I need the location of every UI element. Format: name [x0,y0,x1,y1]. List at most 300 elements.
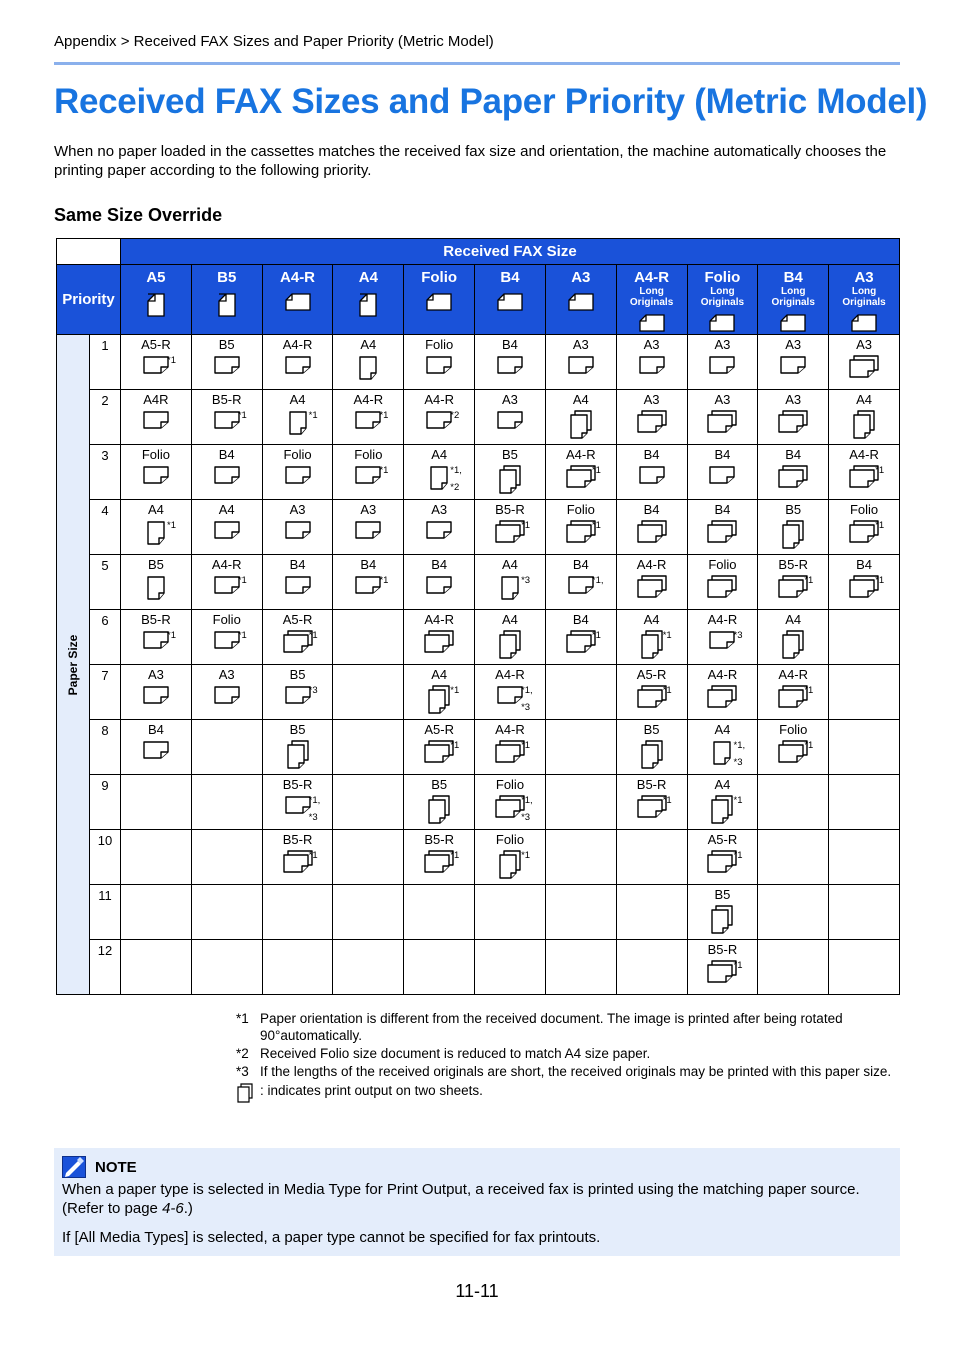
table-cell [121,885,192,940]
paper-size-value: A4-R [565,447,596,462]
footnote-item [236,1063,900,1080]
table-cell [191,445,262,500]
table-cell [333,555,404,610]
table-cell [333,720,404,775]
table-row [57,500,900,555]
paper-size-value: A4-R [424,612,454,627]
table-row [57,445,900,500]
paper-orientation-icon [706,575,738,604]
column-header-5 [404,265,475,335]
fax-orientation-icon [192,292,262,318]
table-cell [121,445,192,500]
table-cell [191,335,262,390]
footnote-ref: *1 [733,960,743,971]
footnote-ref: *1 [237,575,247,586]
paper-orientation-icon [284,520,312,545]
table-cell [616,885,687,940]
paper-size-value: B5 [289,667,306,682]
table-cell [616,775,687,830]
paper-orientation-icon [425,410,453,435]
paper-size-value: B5-R [636,777,667,792]
paper-size-value: Folio [141,447,170,462]
paper-size-value: B4 [785,447,802,462]
paper-size-value: Folio [354,447,383,462]
paper-orientation-icon [567,575,595,600]
footnote-ref: *1 [379,465,389,476]
footnote-item [236,1045,900,1062]
table-cell [475,555,546,610]
paper-orientation-icon [288,410,308,441]
table-cell [545,500,616,555]
table-cell [404,500,475,555]
paper-size-value: A4-R [778,667,809,682]
paper-size-value: B4 [147,722,164,737]
table-cell [404,720,475,775]
column-size: A3 [571,269,591,286]
table-cell [687,500,758,555]
long-originals-word: Originals [771,297,815,308]
paper-size-value: Folio [212,612,241,627]
footnote-item [236,1010,900,1044]
table-cell [545,940,616,995]
table-cell [829,775,900,830]
paper-size-value: Folio [495,832,525,847]
paper-orientation-icon [146,520,166,551]
table-cell [475,885,546,940]
long-originals-label [617,286,687,308]
footnote-ref: *1, *3 [521,685,533,713]
table-cell [616,665,687,720]
table-cell [262,775,333,830]
paper-orientation-icon [425,575,453,600]
paper-orientation-icon [284,465,312,490]
footnote-list [236,1010,900,1080]
footnote-ref: *1 [167,520,176,531]
footnotes [236,1010,900,1108]
footnote-ref: *1 [875,465,885,476]
footnote-ref: *1 [591,465,601,476]
long-originals-word: Originals [842,297,886,308]
table-cell [333,445,404,500]
two-sheet-icon [236,1082,260,1107]
paper-size-value: A4-R [211,557,242,572]
table-cell [616,610,687,665]
paper-size-value: B5 [289,722,306,737]
footnote-text: Received Folio size document is reduced to match A4 size paper. [260,1046,651,1061]
paper-orientation-icon [848,355,880,384]
fax-orientation-icon [688,313,758,333]
paper-size-value: A5-R [424,722,454,737]
column-size: A4 [358,269,378,286]
table-cell [333,610,404,665]
paper-orientation-icon [636,410,668,439]
long-originals-word: Long [639,286,664,297]
table-cell [687,555,758,610]
paper-size-value: B4 [643,447,660,462]
footnote-ref: *1 [167,630,176,641]
table-cell [475,940,546,995]
footnote-ref: *1 [379,575,389,586]
table-cell [191,940,262,995]
note-page-ref[interactable]: 4-6 [162,1200,184,1217]
table-cell [687,445,758,500]
paper-orientation-icon [781,520,805,555]
footnote-mark: *3 [236,1064,249,1079]
table-cell [121,555,192,610]
paper-orientation-icon [213,685,241,710]
paper-size-value: B4 [360,557,377,572]
paper-size-value: B4 [714,447,731,462]
table-cell [475,390,546,445]
paper-size-value: A4-R [282,337,313,352]
priority-number: 8 [90,720,121,775]
long-originals-label [758,286,828,308]
paper-size-value: A4 [431,667,448,682]
paper-size-value: A3 [643,392,660,407]
table-cell [191,665,262,720]
note-paragraph-2: If [All Media Types] is selected, a paper type cannot be specified for fax printouts. [62,1229,601,1246]
footnote-ref: *1 [662,795,672,806]
paper-size-value: A3 [431,502,448,517]
footnote-ref: *1 [308,630,318,641]
table-cell [262,720,333,775]
priority-number: 9 [90,775,121,830]
priority-number: 7 [90,665,121,720]
footnote-ref: *3 [308,685,318,696]
table-cell [191,885,262,940]
long-originals-word: Long [710,286,735,297]
paper-orientation-icon [429,465,449,496]
table-cell [262,665,333,720]
paper-orientation-icon [636,575,668,604]
table-row [57,555,900,610]
table-cell [758,500,829,555]
footnote-ref: *1 [450,740,460,751]
table-cell [687,665,758,720]
paper-size-value: B4 [643,502,660,517]
fax-orientation-icon [475,292,545,312]
table-cell [616,555,687,610]
paper-orientation-icon [284,355,312,380]
table-cell [616,335,687,390]
paper-size-value: A4 [502,612,518,627]
footnote-ref: *1 [804,575,814,586]
paper-size-value: A5-R [282,612,313,627]
paper-orientation-icon [712,740,732,771]
paper-orientation-icon [567,355,595,380]
paper-orientation-icon [710,905,734,940]
table-cell [121,500,192,555]
paper-orientation-icon [498,850,522,885]
paper-orientation-icon [284,795,312,820]
table-cell [758,390,829,445]
table-cell [404,445,475,500]
long-originals-word: Originals [629,297,674,308]
paper-size-value: Folio [708,557,737,572]
table-cell [829,885,900,940]
column-header-8 [616,265,687,335]
paper-size-value: A4 [360,337,377,352]
table-cell [616,720,687,775]
footnote-ref: *3 [733,630,743,641]
paper-orientation-icon [142,410,170,435]
paper-size-value: B5 [785,502,802,517]
fax-orientation-icon [404,292,474,312]
paper-orientation-icon [708,465,736,490]
fax-orientation-icon [333,292,403,318]
paper-orientation-icon [142,465,170,490]
table-cell [333,390,404,445]
footnote-ref: *1, *3 [521,795,533,823]
table-cell [758,885,829,940]
table-cell [545,555,616,610]
paper-orientation-icon [706,520,738,549]
column-header-9 [687,265,758,335]
paper-orientation-icon [708,630,736,655]
footnote-ref: *1, *3 [308,795,321,823]
paper-orientation-icon [640,740,664,775]
footnote-ref: *1 [733,795,743,806]
footnote-ref: *1 [591,520,601,531]
paper-size-value: Folio [779,722,808,737]
table-cell [616,500,687,555]
table-cell [262,610,333,665]
table-cell [333,885,404,940]
table-cell [545,830,616,885]
paper-size-value: B5 [643,722,660,737]
table-corner [57,239,121,265]
table-column-header-row [57,265,900,335]
table-cell [121,720,192,775]
paper-size-value: A4 [502,557,518,572]
paper-size-value: B5-R [495,502,525,517]
table-cell [121,335,192,390]
paper-size-value: A4 [289,392,306,407]
footnote-text: Paper orientation is different from the received document. The image is printed after being rotated 90°automatically. [260,1011,843,1043]
footnote-mark: *2 [236,1046,249,1061]
paper-size-value: A4 [572,392,589,407]
table-row [57,775,900,830]
table-cell [333,940,404,995]
table-cell [121,775,192,830]
paper-orientation-icon [354,410,382,435]
paper-size-value: A4-R [707,667,738,682]
column-header-10 [758,265,829,335]
table-cell [475,610,546,665]
table-cell [404,665,475,720]
paper-size-value: A5-R [141,337,171,352]
paper-orientation-icon [427,795,451,830]
table-cell [545,445,616,500]
paper-size-value: A4 [785,612,802,627]
table-cell [616,830,687,885]
paper-orientation-icon [496,355,524,380]
table-cell [829,940,900,995]
paper-size-value: A5-R [636,667,667,682]
footnote-ref: *1, [591,575,604,586]
fax-orientation-icon [758,313,828,333]
paper-orientation-icon [777,410,809,439]
paper-size-value: A3 [785,337,802,352]
table-cell [333,335,404,390]
footnote-ref: *1 [875,520,885,531]
priority-number: 6 [90,610,121,665]
table-cell [333,830,404,885]
table-row [57,940,900,995]
paper-orientation-icon [213,355,241,380]
table-cell [262,830,333,885]
paper-size-value: A3 [289,502,306,517]
paper-size-value: A4 [643,612,660,627]
paper-orientation-icon [286,740,310,775]
table-cell [545,610,616,665]
paper-orientation-icon [498,465,522,500]
paper-size-value: A4 [714,777,731,792]
table-cell [829,390,900,445]
table-cell [262,445,333,500]
priority-number: 11 [90,885,121,940]
paper-orientation-icon [213,520,241,545]
footnote-ref: *1, *3 [733,740,746,768]
table-cell [829,720,900,775]
paper-orientation-icon [852,410,876,445]
paper-size-value: B5-R [424,832,454,847]
paper-size-value: B5 [431,777,448,792]
paper-size-value: Folio [566,502,595,517]
table-row [57,665,900,720]
paper-size-value: B5-R [778,557,809,572]
table-cell [262,335,333,390]
table-cell [333,775,404,830]
table-cell [475,445,546,500]
table-cell [829,610,900,665]
table-cell [475,665,546,720]
table-cell [687,610,758,665]
note-box [54,1148,900,1256]
table-cell [687,830,758,885]
intro-text: When no paper loaded in the cassettes matches the received fax size and orientation, the machine automatically chooses the printing paper according to the following priority. [54,143,887,179]
paper-orientation-icon [569,410,593,445]
column-header-1 [121,265,192,335]
paper-orientation-icon [142,685,170,710]
paper-size-value: A3 [502,392,518,407]
table-cell [121,610,192,665]
long-originals-label [829,286,899,308]
table-cell [829,555,900,610]
note-icon [62,1156,86,1178]
column-size: A4-R [634,269,670,286]
paper-orientation-icon [708,355,736,380]
two-sheet-text: : indicates print output on two sheets. [260,1083,483,1098]
table-cell [191,610,262,665]
paper-orientation-icon [500,575,520,606]
priority-number: 4 [90,500,121,555]
fax-orientation-icon [546,292,616,312]
paper-orientation-icon [779,355,807,380]
table-cell [758,555,829,610]
table-cell [616,390,687,445]
table-cell [758,720,829,775]
paper-size-value: A3 [714,337,731,352]
two-sheet-legend [236,1082,900,1107]
table-cell [404,775,475,830]
paper-size-value: B4 [289,557,306,572]
paper-size-value: B4 [572,612,589,627]
table-cell [758,830,829,885]
paper-size-value: A3 [643,337,660,352]
paper-size-value: B4 [856,557,873,572]
table-cell [829,500,900,555]
paper-orientation-icon [358,355,378,386]
footnote-ref: *1 [875,575,885,586]
fax-orientation-icon [829,313,899,333]
paper-orientation-icon [213,630,241,655]
paper-orientation-icon [498,630,522,665]
column-header-6 [475,265,546,335]
table-cell [475,500,546,555]
priority-header: Priority [57,265,121,335]
table-cell [404,940,475,995]
table-cell [829,335,900,390]
long-originals-label [688,286,758,308]
paper-size-value: A4-R [707,612,738,627]
paper-size-value: B5-R [141,612,171,627]
table-cell [333,665,404,720]
paper-size-value: A3 [856,337,873,352]
paper-size-value: Folio [849,502,879,517]
footnote-ref: *1 [237,630,247,641]
table-cell [758,445,829,500]
priority-number: 3 [90,445,121,500]
footnote-ref: *1 [167,355,176,366]
fax-orientation-icon [263,292,333,312]
breadcrumb: Appendix > Received FAX Sizes and Paper Priority (Metric Model) [54,33,494,50]
paper-size-value: B4 [502,337,518,352]
paper-size-value: A4-R [495,722,525,737]
table-cell [262,500,333,555]
paper-orientation-icon [423,630,455,659]
paper-orientation-icon [781,630,805,665]
priority-number: 12 [90,940,121,995]
paper-orientation-icon [636,520,668,549]
footnote-ref: *1 [450,685,460,696]
paper-orientation-icon [213,465,241,490]
column-size: Folio [421,269,458,286]
footnote-ref: *1 [521,740,531,751]
paper-size-value: A3 [572,337,589,352]
table-cell [758,610,829,665]
paper-size-value: Folio [425,337,454,352]
table-cell [687,335,758,390]
footnote-ref: *1 [521,520,531,531]
footnote-ref: *1 [733,850,743,861]
paper-size-value: A3 [785,392,802,407]
table-cell [475,775,546,830]
paper-orientation-icon [638,465,666,490]
table-cell [829,830,900,885]
table-cell [758,335,829,390]
paper-orientation-icon [142,740,170,765]
paper-orientation-icon [146,575,166,606]
paper-size-value: B4 [714,502,731,517]
table-cell [121,830,192,885]
paper-size-value: A4 [856,392,873,407]
table-cell [545,885,616,940]
table-cell [191,830,262,885]
paper-size-value: A4 [714,722,731,737]
table-cell [475,335,546,390]
paper-orientation-icon [284,685,312,710]
